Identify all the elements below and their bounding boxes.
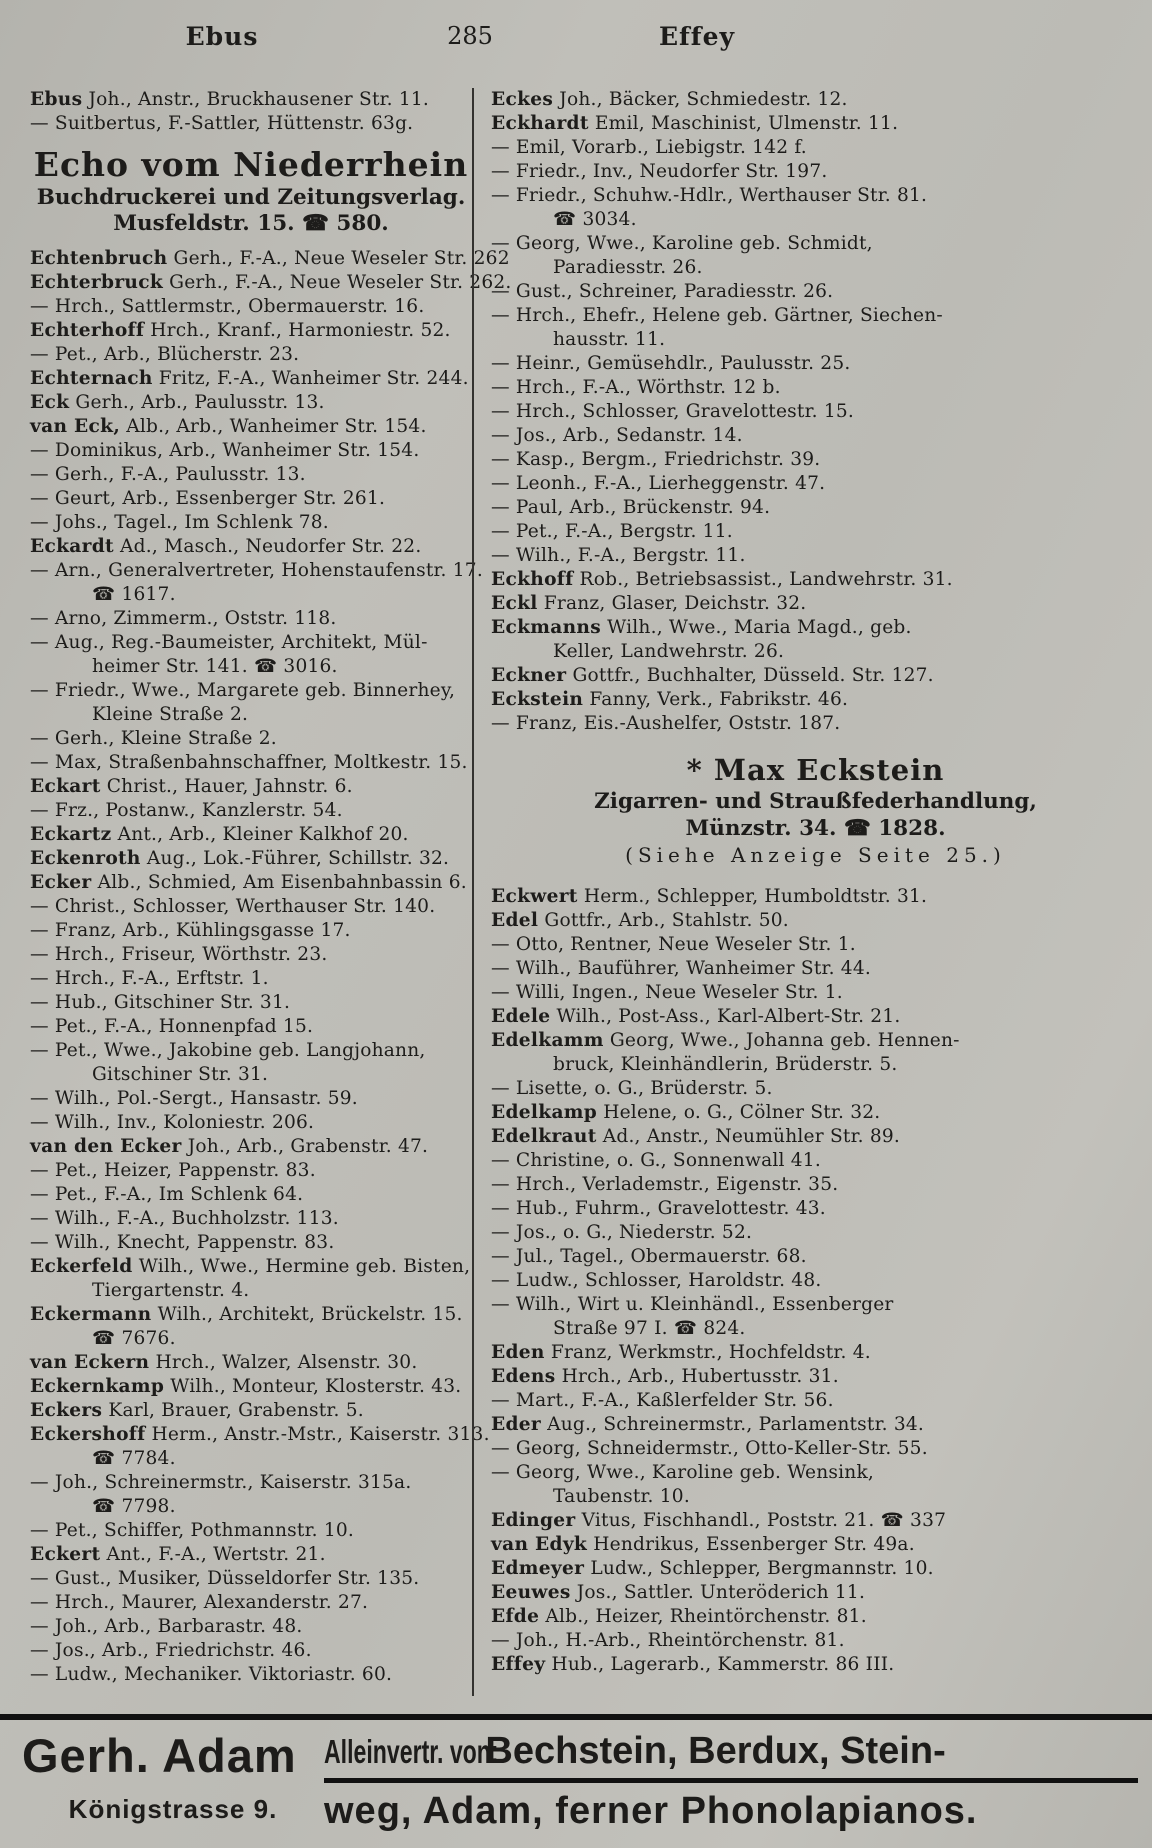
sub-entry-line: — Wilh., Knecht, Pappenstr. 83. [30,1232,335,1253]
entry-line: Eckes Joh., Bäcker, Schmiedestr. 12. [491,89,848,110]
surname: Eeuwes [491,1582,571,1603]
sub-entry-line: — Lisette, o. G., Brüderstr. 5. [491,1078,773,1099]
continuation-line: ☎ 7784. [92,1448,176,1469]
surname: Eckershoff [30,1424,146,1445]
entry-list [491,88,1140,736]
sub-entry-line: — Gerh., F.-A., Paulusstr. 13. [30,464,306,485]
entry-line: Eden Franz, Werkmstr., Hochfeldstr. 4. [491,1342,871,1363]
sub-entry-line: — Gust., Musiker, Düsseldorfer Str. 135. [30,1568,420,1589]
surname: Eden [491,1342,545,1363]
sub-entry-line: — Leonh., F.-A., Lierheggenstr. 47. [491,473,826,494]
entry-line: Effey Hub., Lagerarb., Kammerstr. 86 III. [491,1654,895,1675]
sub-entry-line: — Wilh., Bauführer, Wanheimer Str. 44. [491,958,871,979]
brands-line-2: weg, Adam, ferner Phonolapianos. [324,1790,978,1832]
surname: Ecker [30,872,92,893]
sub-entry-line: — Kasp., Bergm., Friedrichstr. 39. [491,449,821,470]
entry-line: Eckermann Wilh., Architekt, Brückelstr. 15. [30,1304,463,1325]
sub-entry-line: — Gerh., Kleine Straße 2. [30,728,277,749]
surname: Eckhoff [491,569,574,590]
sub-entry-line: — Pet., Wwe., Jakobine geb. Langjohann, [30,1040,426,1061]
entry-list [30,247,512,1687]
sub-entry-line: — Wilh., Pol.-Sergt., Hansastr. 59. [30,1088,358,1109]
continuation-line: heimer Str. 141. ☎ 3016. [92,656,338,677]
entry-line: Edelkamm Georg, Wwe., Johanna geb. Hennen- [491,1030,960,1051]
sub-entry-line: — Wilh., F.-A., Bergstr. 11. [491,545,746,566]
sub-entry-line: — Geurt, Arb., Essenberger Str. 261. [30,488,386,509]
surname: van den Ecker [30,1136,182,1157]
surname: Eder [491,1414,541,1435]
ad-note: (Siehe Anzeige Seite 25.) [625,843,1006,867]
entry-line: van Eck, Alb., Arb., Wanheimer Str. 154. [30,416,427,437]
surname: Eckmanns [491,617,602,638]
surname: Eckernkamp [30,1376,165,1397]
continuation-line: Gitschiner Str. 31. [92,1064,269,1085]
sub-entry-line: — Hrch., Friseur, Wörthstr. 23. [30,944,328,965]
sub-entry-line: — Pet., Arb., Blücherstr. 23. [30,344,300,365]
surname: Eckermann [30,1304,152,1325]
sub-entry-line: — Jos., Arb., Friedrichstr. 46. [30,1640,312,1661]
continuation-line: Straße 97 I. ☎ 824. [553,1318,746,1339]
sub-entry-line: — Johs., Tagel., Im Schlenk 78. [30,512,329,533]
sub-entry-line: — Franz, Arb., Kühlingsgasse 17. [30,920,351,941]
entry-list [30,88,472,136]
sub-entry-line: — Hrch., F.-A., Erftstr. 1. [30,968,269,989]
surname: Eckhardt [491,113,589,134]
surname: Eckstein [491,689,584,710]
entry-line: Echternach Fritz, F.-A., Wanheimer Str. 244. [30,368,469,389]
sub-entry-line: — Paul, Arb., Brückenstr. 94. [491,497,771,518]
sub-entry-line: — Otto, Rentner, Neue Weseler Str. 1. [491,934,856,955]
ad-title: * Max Eckstein [686,753,945,787]
right-guide-word: Effey [659,22,735,51]
surname: Eckwert [491,886,578,907]
surname: Eckartz [30,824,112,845]
surname: van Eckern [30,1352,150,1373]
echo-vom-niederrhein-ad [30,145,472,237]
sub-entry-line: — Hrch., Ehefr., Helene geb. Gärtner, Siechen- [491,305,943,326]
entry-line: Eckhardt Emil, Maschinist, Ulmenstr. 11. [491,113,899,134]
continuation-line: hausstr. 11. [553,329,666,350]
two-column-body [0,88,1152,1696]
entry-line: Echterbruck Gerh., F.-A., Neue Weseler Str. 262. [30,272,512,293]
surname: Ebus [30,89,83,110]
surname: Eckert [30,1544,101,1565]
entry-line: Eckers Karl, Brauer, Grabenstr. 5. [30,1400,364,1421]
continuation-line: Taubenstr. 10. [553,1486,690,1507]
sub-entry-line: — Georg, Schneidermstr., Otto-Keller-Str. 55. [491,1438,928,1459]
surname: Eckers [30,1400,103,1421]
entry-line: Edel Gottfr., Arb., Stahlstr. 50. [491,910,789,931]
entry-line: Eckenroth Aug., Lok.-Führer, Schillstr. 32. [30,848,450,869]
surname: Echterhoff [30,320,145,341]
right-column [472,88,1140,1696]
sub-entry-line: — Gust., Schreiner, Paradiesstr. 26. [491,281,834,302]
max-eckstein-ad [491,752,1140,869]
sub-entry-line: — Jul., Tagel., Obermauerstr. 68. [491,1246,807,1267]
surname: Echternach [30,368,153,389]
continuation-line: Tiergartenstr. 4. [92,1280,250,1301]
surname: Eckerfeld [30,1256,133,1277]
ad-address-phone: Münzstr. 34. ☎ 1828. [685,816,946,841]
surname: Echterbruck [30,272,164,293]
sub-entry-line: — Max, Straßenbahnschaffner, Moltkestr. 15. [30,752,468,773]
sub-entry-line: — Aug., Reg.-Baumeister, Architekt, Mül- [30,632,428,653]
left-guide-word: Ebus [185,22,259,51]
page-header [0,0,1152,88]
sub-entry-line: — Hrch., Sattlermstr., Obermauerstr. 16. [30,296,425,317]
entry-line: van den Ecker Joh., Arb., Grabenstr. 47. [30,1136,429,1157]
page-number: 285 [447,22,493,50]
entry-line: Echterhoff Hrch., Kranf., Harmoniestr. 52. [30,320,451,341]
sub-entry-line: — Hub., Fuhrm., Gravelottestr. 43. [491,1198,826,1219]
continuation-line: ☎ 7676. [92,1328,176,1349]
sub-entry-line: — Hrch., Verlademstr., Eigenstr. 35. [491,1174,839,1195]
surname: Edele [491,1006,551,1027]
entry-line: Edens Hrch., Arb., Hubertusstr. 31. [491,1366,839,1387]
surname: Edelkamp [491,1102,598,1123]
surname: Eckart [30,776,101,797]
sub-entry-line: — Hrch., F.-A., Wörthstr. 12 b. [491,377,781,398]
entry-line: Eckert Ant., F.-A., Wertstr. 21. [30,1544,326,1565]
sub-entry-line: — Ludw., Schlosser, Haroldstr. 48. [491,1270,822,1291]
entry-line: Eckershoff Herm., Anstr.-Mstr., Kaiserstr. 313. [30,1424,490,1445]
surname: Eck [30,392,70,413]
entry-line: Eckartz Ant., Arb., Kleiner Kalkhof 20. [30,824,409,845]
entry-line: Eckardt Ad., Masch., Neudorfer Str. 22. [30,536,422,557]
sub-entry-line: — Wilh., Inv., Koloniestr. 206. [30,1112,315,1133]
sub-entry-line: — Georg, Wwe., Karoline geb. Schmidt, [491,233,873,254]
surname: van Edyk [491,1534,588,1555]
sub-entry-line: — Pet., F.-A., Im Schlenk 64. [30,1184,304,1205]
sub-entry-line: — Christ., Schlosser, Werthauser Str. 140. [30,896,436,917]
sub-entry-line: — Pet., Schiffer, Pothmannstr. 10. [30,1520,355,1541]
sub-entry-line: — Friedr., Wwe., Margarete geb. Binnerhey, [30,680,456,701]
sub-entry-line: — Frz., Postanw., Kanzlerstr. 54. [30,800,343,821]
surname: Eckardt [30,536,114,557]
sub-entry-line: — Georg, Wwe., Karoline geb. Wensink, [491,1462,875,1483]
sub-entry-line: — Jos., Arb., Sedanstr. 14. [491,425,743,446]
entry-line: Echtenbruch Gerh., F.-A., Neue Weseler Str. 262 [30,248,510,269]
sub-entry-line: — Friedr., Schuhw.-Hdlr., Werthauser Str. 81. [491,185,928,206]
entry-line: Eckstein Fanny, Verk., Fabrikstr. 46. [491,689,849,710]
continuation-line: ☎ 7798. [92,1496,176,1517]
entry-line: Eckwert Herm., Schlepper, Humboldtstr. 31. [491,886,928,907]
entry-line: Eckart Christ., Hauer, Jahnstr. 6. [30,776,353,797]
surname: Eckenroth [30,848,141,869]
brands-line-1-text: Bechstein, Berdux, Stein- [485,1730,946,1772]
left-column [30,88,512,1696]
entry-line: Eder Aug., Schreinermstr., Parlamentstr. 34. [491,1414,925,1435]
dealer-name: Gerh. Adam [22,1729,297,1782]
entry-line: Eckhoff Rob., Betriebsassist., Landwehrstr. 31. [491,569,953,590]
sub-entry-line: — Pet., F.-A., Bergstr. 11. [491,521,733,542]
sub-entry-line: — Suitbertus, F.-Sattler, Hüttenstr. 63g. [30,113,414,134]
sub-entry-line: — Pet., F.-A., Honnenpfad 15. [30,1016,314,1037]
surname: Effey [491,1654,546,1675]
surname: Efde [491,1606,540,1627]
entry-line: Eckl Franz, Glaser, Deichstr. 32. [491,593,807,614]
entry-line: Edelkamp Helene, o. G., Cölner Str. 32. [491,1102,881,1123]
entry-line: van Edyk Hendrikus, Essenberger Str. 49a. [491,1534,915,1555]
entry-line: Edele Wilh., Post-Ass., Karl-Albert-Str. 21. [491,1006,901,1027]
sub-entry-line: — Joh., H.-Arb., Rheintörchenstr. 81. [491,1630,845,1651]
sub-entry-line: — Willi, Ingen., Neue Weseler Str. 1. [491,982,843,1003]
gerh-adam-piano-ad [0,1714,1152,1848]
sub-entry-line: — Joh., Schreinermstr., Kaiserstr. 315a. [30,1472,412,1493]
sub-entry-line: — Hub., Gitschiner Str. 31. [30,992,291,1013]
sub-entry-line: — Heinr., Gemüsehdlr., Paulusstr. 25. [491,353,851,374]
surname: Echtenbruch [30,248,168,269]
continuation-line: Paradiesstr. 26. [553,257,703,278]
brands-line-1 [324,1728,1138,1783]
sole-agent-label: Alleinvertr. von: [324,1733,499,1770]
continuation-line: Kleine Straße 2. [92,704,249,725]
sub-entry-line: — Jos., o. G., Niederstr. 52. [491,1222,753,1243]
sub-entry-line: — Friedr., Inv., Neudorfer Str. 197. [491,161,828,182]
surname: Eckner [491,665,567,686]
sub-entry-line: — Hrch., Schlosser, Gravelottestr. 15. [491,401,855,422]
entry-list [491,885,1140,1677]
sub-entry-line: — Franz, Eis.-Aushelfer, Oststr. 187. [491,713,841,734]
continuation-line: bruck, Kleinhändlerin, Brüderstr. 5. [553,1054,898,1075]
surname: van Eck, [30,416,121,437]
ad-title: Echo vom Niederrhein [33,145,469,184]
surname: Edelkamm [491,1030,604,1051]
surname: Eckes [491,89,554,110]
sub-entry-line: — Hrch., Maurer, Alexanderstr. 27. [30,1592,369,1613]
sub-entry-line: — Pet., Heizer, Pappenstr. 83. [30,1160,316,1181]
sub-entry-line: — Arno, Zimmerm., Oststr. 118. [30,608,337,629]
sub-entry-line: — Ludw., Mechaniker. Viktoriastr. 60. [30,1664,393,1685]
sub-entry-line: — Wilh., F.-A., Buchholzstr. 113. [30,1208,339,1229]
entry-line: Eckmanns Wilh., Wwe., Maria Magd., geb. [491,617,912,638]
continuation-line: ☎ 3034. [553,209,637,230]
sub-entry-line: — Dominikus, Arb., Wanheimer Str. 154. [30,440,420,461]
surname: Edmeyer [491,1558,585,1579]
dealer-block [22,1728,324,1834]
surname: Edelkraut [491,1126,597,1147]
ad-subtitle: Buchdruckerei und Zeitungsverlag. [36,185,466,210]
entry-line: van Eckern Hrch., Walzer, Alsenstr. 30. [30,1352,418,1373]
entry-line: Edelkraut Ad., Anstr., Neumühler Str. 89. [491,1126,900,1147]
surname: Edel [491,910,539,931]
sub-entry-line: — Arn., Generalvertreter, Hohenstaufenstr. 17. [30,560,483,581]
sub-entry-line: — Wilh., Wirt u. Kleinhändl., Essenberger [491,1294,894,1315]
entry-line: Ebus Joh., Anstr., Bruckhausener Str. 11. [30,89,430,110]
sub-entry-line: — Joh., Arb., Barbarastr. 48. [30,1616,303,1637]
ad-address-phone: Musfeldstr. 15. ☎ 580. [113,211,389,236]
entry-line: Efde Alb., Heizer, Rheintörchenstr. 81. [491,1606,867,1627]
entry-line: Eckner Gottfr., Buchhalter, Düsseld. Str. 127. [491,665,934,686]
brands-block [324,1728,1138,1834]
surname: Edens [491,1366,556,1387]
entry-line: Edinger Vitus, Fischhandl., Poststr. 21. ☎ 337 [491,1510,947,1531]
entry-line: Ecker Alb., Schmied, Am Eisenbahnbassin 6. [30,872,467,893]
entry-line: Eckernkamp Wilh., Monteur, Klosterstr. 43. [30,1376,462,1397]
entry-line: Eckerfeld Wilh., Wwe., Hermine geb. Bisten, [30,1256,471,1277]
entry-line: Eeuwes Jos., Sattler. Unteröderich 11. [491,1582,866,1603]
sub-entry-line: — Mart., F.-A., Kaßlerfelder Str. 56. [491,1390,834,1411]
surname: Edinger [491,1510,576,1531]
dealer-address: Königstrasse 9. [68,1794,278,1824]
sub-entry-line: — Emil, Vorarb., Liebigstr. 142 f. [491,137,807,158]
sub-entry-line: — Christine, o. G., Sonnenwall 41. [491,1150,821,1171]
continuation-line: Keller, Landwehrstr. 26. [553,641,785,662]
entry-line: Eck Gerh., Arb., Paulusstr. 13. [30,392,325,413]
ad-subtitle: Zigarren- und Straußfederhandlung, [594,789,1037,814]
surname: Eckl [491,593,538,614]
entry-line: Edmeyer Ludw., Schlepper, Bergmannstr. 10. [491,1558,934,1579]
continuation-line: ☎ 1617. [92,584,176,605]
